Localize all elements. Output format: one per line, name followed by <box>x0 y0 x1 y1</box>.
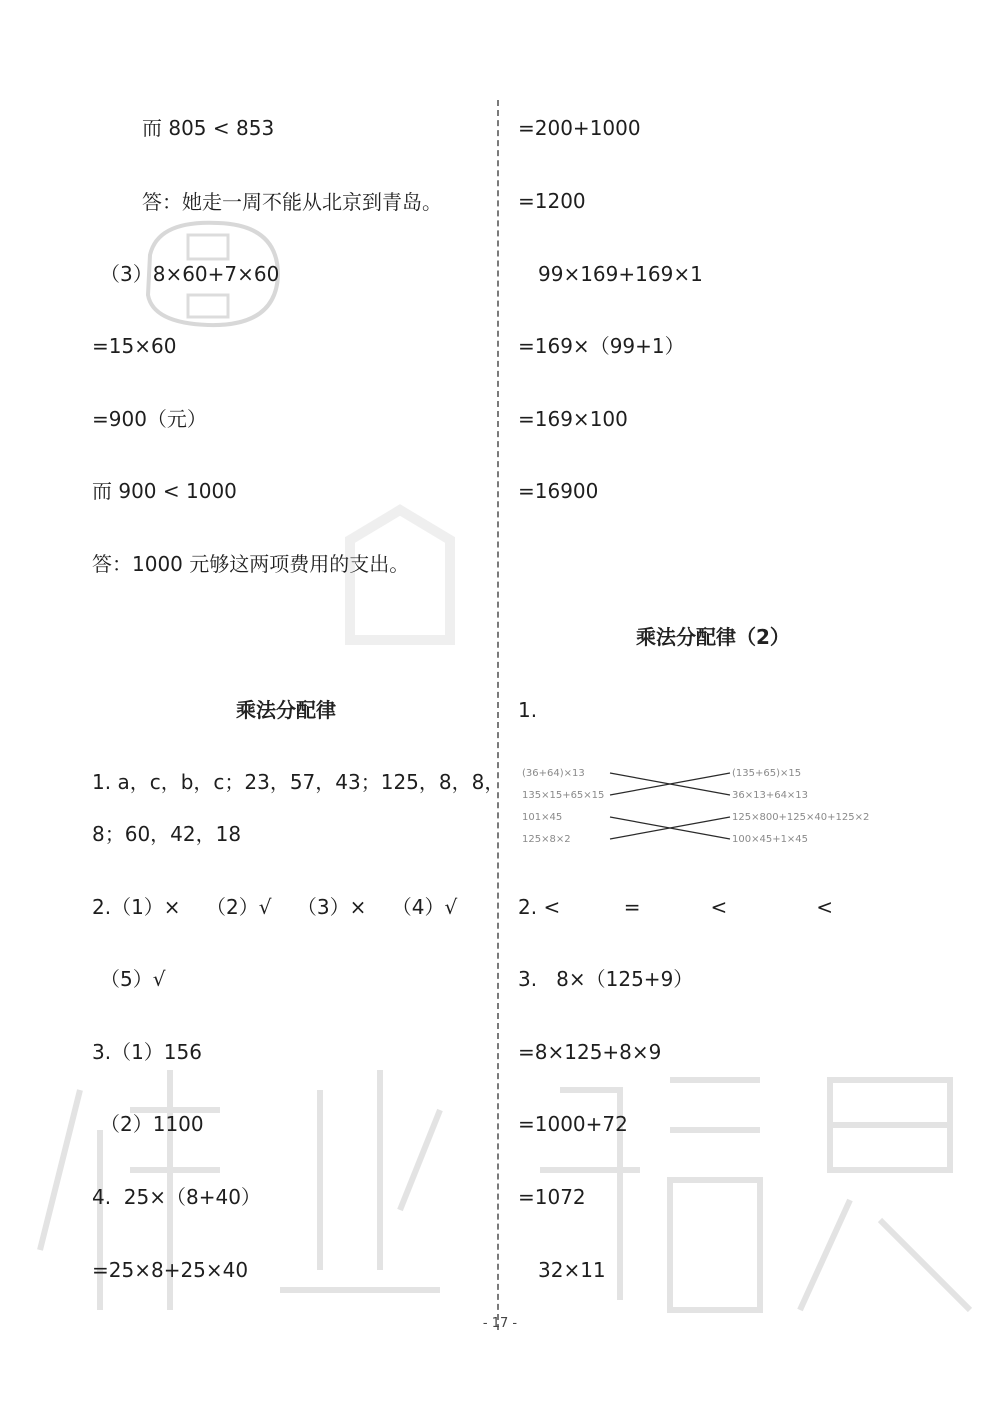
left-line-3: （3）8×60+7×60 <box>100 262 280 286</box>
left-section-title: 乘法分配律 <box>236 698 336 722</box>
left-section-line-3: 2.（1）× （2）√ （3）× （4）√ <box>92 895 458 919</box>
right-line-6: =16900 <box>518 479 599 503</box>
left-section-line-4: （5）√ <box>100 967 166 991</box>
left-section-line-1: 1. a，c，b，c；23，57，43；125，8，8， <box>92 770 505 794</box>
match-left-1: (36+64)×13 <box>522 768 585 779</box>
column-divider <box>497 100 499 1330</box>
right-section-line-3: 3. 8×（125+9） <box>518 967 694 991</box>
left-line-1: 而 805 < 853 <box>142 116 275 140</box>
right-section-line-4: =8×125+8×9 <box>518 1040 662 1064</box>
match-right-4: 100×45+1×45 <box>732 834 809 845</box>
left-line-5: =900（元） <box>92 407 207 431</box>
right-section-line-5: =1000+72 <box>518 1112 628 1136</box>
match-left-3: 101×45 <box>522 812 563 823</box>
right-section-line-1: 1. <box>518 698 538 722</box>
page-number: - 17 - <box>482 1316 518 1331</box>
right-line-3: 99×169+169×1 <box>538 262 703 286</box>
left-line-2: 答：她走一周不能从北京到青岛。 <box>142 190 442 214</box>
left-section-line-5: 3.（1）156 <box>92 1040 202 1064</box>
right-line-4: =169×（99+1） <box>518 334 685 358</box>
right-section-line-2: 2. < = < < <box>518 895 833 919</box>
match-right-2: 36×13+64×13 <box>732 790 809 801</box>
right-line-2: =1200 <box>518 189 586 213</box>
right-section-title: 乘法分配律（2） <box>636 625 790 649</box>
right-section-line-7: 32×11 <box>538 1258 606 1282</box>
match-left-2: 135×15+65×15 <box>522 790 605 801</box>
match-right-3: 125×800+125×40+125×2 <box>732 812 870 823</box>
matching-diagram <box>518 762 888 854</box>
right-line-5: =169×100 <box>518 407 628 431</box>
right-line-1: =200+1000 <box>518 116 641 140</box>
left-line-7: 答：1000 元够这两项费用的支出。 <box>92 552 410 576</box>
left-line-4: =15×60 <box>92 334 177 358</box>
left-line-6: 而 900 < 1000 <box>92 479 237 503</box>
right-section-line-6: =1072 <box>518 1185 586 1209</box>
left-section-line-7: 4. 25×（8+40） <box>92 1185 261 1209</box>
match-right-1: (135+65)×15 <box>732 768 802 779</box>
left-section-line-6: （2）1100 <box>100 1112 204 1136</box>
left-section-line-8: =25×8+25×40 <box>92 1258 249 1282</box>
match-left-4: 125×8×2 <box>522 834 571 845</box>
left-section-line-2: 8；60，42，18 <box>92 822 242 846</box>
